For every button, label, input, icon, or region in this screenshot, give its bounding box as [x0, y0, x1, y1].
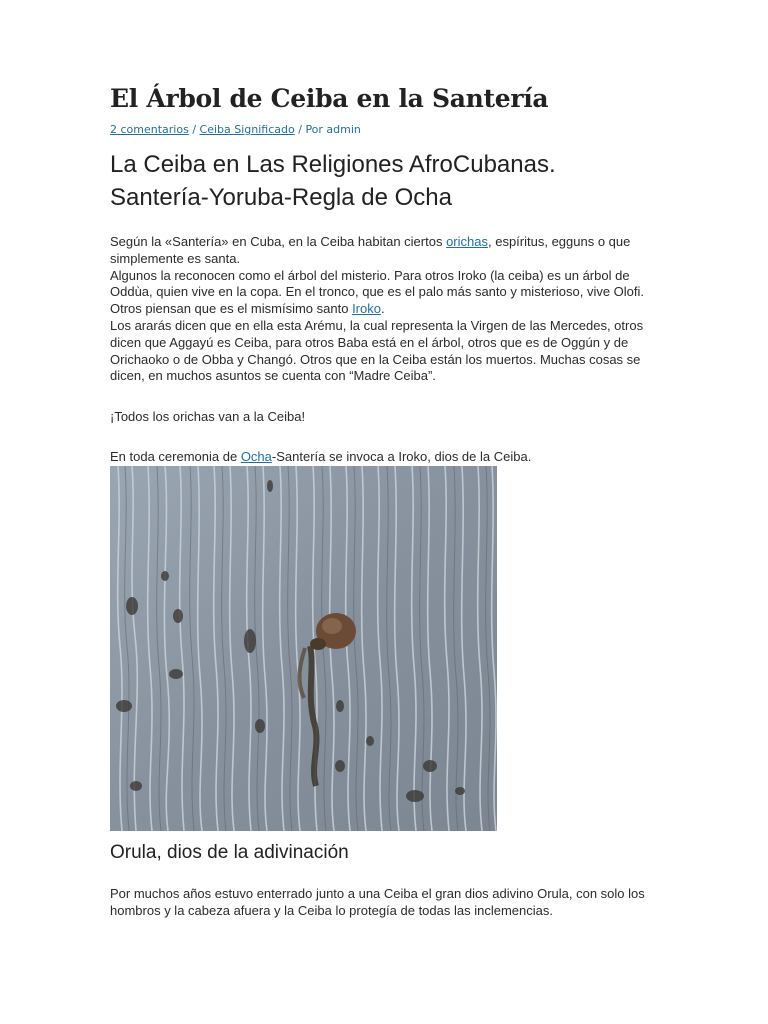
ceremony-text-2: -Santería se invoca a Iroko, dios de la Ceiba.	[271, 449, 532, 464]
post-meta	[110, 123, 361, 136]
intro-text-5: Los ararás dicen que en ella esta Arému, la cual representa la Virgen de las Mercedes, otros dicen que Aggayú es Ceiba, para otros Baba está en el árbol, otros que es de Oggún y de Orichaoko o de Obba y Changó. Otros que en la Ceiba están los muertos. Muchas cosas se dicen, en muchos asuntos se cuenta con “Madre Ceiba”.	[110, 317, 644, 384]
orichas-link[interactable]: orichas	[446, 234, 488, 249]
article-subtitle: La Ceiba en Las Religiones AfroCubanas. Santería-Yoruba-Regla de Ocha	[110, 151, 556, 211]
article-title: El Árbol de Ceiba en la Santería	[110, 84, 549, 113]
ceremony-paragraph	[110, 449, 658, 466]
intro-text-3: Algunos la reconocen como el árbol del misterio. Para otros Iroko (la ceiba) es un árbol de Oddùa, quien vive en la copa. En el tronco, que es el palo más santo y misterioso, vive Olofi. Otros piensan que es el mismísimo santo	[110, 267, 645, 317]
intro-text-1: Según la «Santería» en Cuba, en la Ceiba habitan ciertos	[110, 234, 447, 249]
meta-separator: /	[294, 123, 306, 136]
meta-separator: /	[188, 123, 200, 136]
comments-link[interactable]: 2 comentarios	[110, 123, 189, 136]
author-label: Por admin	[305, 123, 361, 136]
ocha-link[interactable]: Ocha	[240, 449, 272, 464]
intro-text-4: .	[380, 301, 385, 317]
iroko-link[interactable]: Iroko	[352, 301, 381, 317]
ceremony-text-1: En toda ceremonia de	[110, 449, 241, 464]
orula-paragraph: Por muchos años estuvo enterrado junto a una Ceiba el gran dios adivino Orula, con solo los hombros y la cabeza afuera y la Ceiba lo protegía de todas las inclemencias.	[110, 886, 645, 918]
intro-paragraph	[110, 234, 658, 385]
category-link[interactable]: Ceiba Significado	[199, 123, 295, 136]
orichas-paragraph: ¡Todos los orichas van a la Ceiba!	[110, 409, 306, 424]
intro-text-2: , espíritus, egguns o que simplemente es santa.	[110, 234, 631, 266]
section-title-orula: Orula, dios de la adivinación	[110, 842, 349, 863]
ceiba-bark-image	[110, 466, 497, 831]
